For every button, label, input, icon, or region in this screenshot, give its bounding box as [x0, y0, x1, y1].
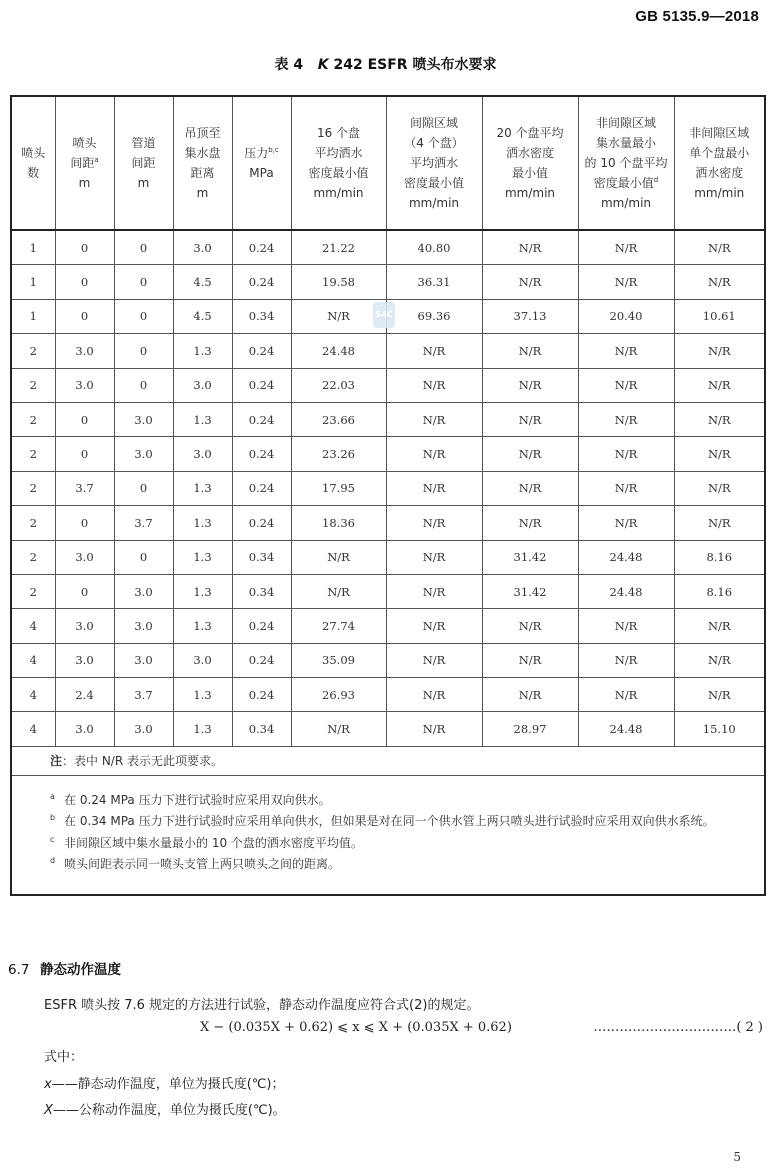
table-cell: 4	[11, 609, 55, 643]
table-cell: N/R	[578, 506, 674, 540]
column-header	[114, 96, 173, 230]
table-cell: N/R	[482, 437, 578, 471]
section-heading	[8, 958, 121, 978]
table-cell: 0.24	[232, 471, 291, 505]
table-cell: N/R	[482, 471, 578, 505]
column-header	[291, 96, 386, 230]
table-cell: 0.34	[232, 299, 291, 333]
footnote-text: 喷头间距表示同一喷头支管上两只喷头之间的距离。	[64, 857, 341, 872]
definition-X	[44, 1099, 286, 1118]
table-cell: 3.0	[114, 402, 173, 436]
table-cell: N/R	[578, 230, 674, 265]
column-header-line: 非间隙区域	[595, 116, 656, 130]
table-note	[11, 746, 765, 775]
table-cell: N/R	[578, 265, 674, 299]
table-row	[11, 678, 765, 712]
column-header-line: MPa	[249, 166, 274, 180]
column-header-line: 密度最小值	[403, 176, 464, 190]
footnote	[50, 811, 754, 833]
table-cell: 22.03	[291, 368, 386, 402]
table-cell: N/R	[674, 471, 765, 505]
table-cell: N/R	[578, 368, 674, 402]
table-cell: N/R	[386, 574, 482, 608]
formula-2: X − (0.035X + 0.62) ⩽ x ⩽ X + (0.035X + 0.62)	[200, 1020, 512, 1035]
table-cell: 2	[11, 540, 55, 574]
footnote-mark: d	[50, 856, 56, 866]
column-header	[578, 96, 674, 230]
column-header-line: m	[78, 176, 91, 190]
table-cell: N/R	[482, 643, 578, 677]
table-cell: N/R	[674, 506, 765, 540]
column-header-line: m	[196, 186, 209, 200]
column-header-line: 间距	[131, 156, 156, 170]
column-header-line: 密度最小值	[593, 176, 654, 190]
column-header-line: 喷头	[72, 136, 97, 150]
table-cell: N/R	[386, 402, 482, 436]
table-cell: 0.24	[232, 643, 291, 677]
table-note-row	[11, 746, 765, 775]
table-cell: N/R	[386, 712, 482, 746]
table-cell: N/R	[674, 643, 765, 677]
table-cell: 3.0	[173, 368, 232, 402]
footnote-text: 在 0.34 MPa 压力下进行试验时应采用单向供水，但如果是对在同一个供水管上两只喷头进行试验时应采用双向供水系统。	[64, 814, 715, 829]
table-cell: 0.24	[232, 230, 291, 265]
table-cell: 2	[11, 402, 55, 436]
definition-text: ——公称动作温度，单位为摄氏度(℃)。	[52, 1103, 286, 1118]
column-header-line: 距离	[190, 166, 215, 180]
table-cell: 1.3	[173, 471, 232, 505]
table-cell: N/R	[291, 712, 386, 746]
table-cell: 0.24	[232, 506, 291, 540]
table-cell: 0.24	[232, 609, 291, 643]
table-cell: 0.34	[232, 712, 291, 746]
standard-code: GB 5135.9—2018	[635, 8, 759, 25]
table-cell: 0	[114, 368, 173, 402]
column-header-line: 单个盘最小	[689, 146, 750, 160]
footnote-ref: a	[94, 156, 99, 164]
table-cell: 0.34	[232, 574, 291, 608]
table-cell: 8.16	[674, 574, 765, 608]
column-header-line: 洒水密度	[695, 166, 744, 180]
column-header-line: 间隙区域	[409, 116, 458, 130]
table-cell: 19.58	[291, 265, 386, 299]
section-paragraph: ESFR 喷头按 7.6 规定的方法进行试验，静态动作温度应符合式(2)的规定。	[44, 998, 480, 1013]
table-cell: 0	[55, 574, 114, 608]
table-cell: 1.3	[173, 574, 232, 608]
table-cell: 4.5	[173, 299, 232, 333]
table-cell: 2	[11, 368, 55, 402]
column-header-line: 吊顶至	[184, 126, 221, 140]
column-header	[674, 96, 765, 230]
formula-number: ……………………………( 2 )	[593, 1020, 763, 1035]
sac-watermark-icon: SAC	[373, 302, 395, 328]
footnote-mark: b	[50, 813, 56, 823]
table-cell: 0.24	[232, 402, 291, 436]
column-header-line: 平均洒水	[314, 146, 363, 160]
table-cell: 3.0	[173, 230, 232, 265]
table-cell: 23.66	[291, 402, 386, 436]
table-cell: N/R	[386, 678, 482, 712]
table-cell: 0	[55, 437, 114, 471]
column-header	[173, 96, 232, 230]
table-title	[0, 54, 771, 74]
column-header	[232, 96, 291, 230]
table-cell: 0.24	[232, 368, 291, 402]
table-cell: N/R	[482, 334, 578, 368]
column-header-line: mm/min	[408, 196, 460, 210]
table-title-prefix: 表 4	[274, 57, 304, 73]
table-cell: 1	[11, 299, 55, 333]
table-cell: 1.3	[173, 334, 232, 368]
column-header	[386, 96, 482, 230]
column-header-line: 喷头	[21, 146, 46, 160]
table-cell: 10.61	[674, 299, 765, 333]
table-cell: N/R	[482, 678, 578, 712]
note-text: ：表中 N/R 表示无此项要求。	[62, 754, 224, 769]
table-cell: N/R	[291, 540, 386, 574]
footnote	[50, 854, 754, 876]
table-cell: 1.3	[173, 609, 232, 643]
table-cell: N/R	[482, 609, 578, 643]
table-row	[11, 712, 765, 746]
table-cell: 0.24	[232, 265, 291, 299]
table-row	[11, 609, 765, 643]
table-cell: 0	[114, 334, 173, 368]
definition-x	[44, 1073, 284, 1092]
column-header-line: 压力	[244, 146, 269, 160]
table-cell: 3.7	[114, 506, 173, 540]
column-header-line: （4 个盘）	[404, 136, 464, 150]
column-header	[55, 96, 114, 230]
table-title-k: K	[317, 57, 329, 73]
column-header-line: 密度最小值	[308, 166, 369, 180]
table-cell: 24.48	[578, 574, 674, 608]
table-cell: 3.0	[55, 540, 114, 574]
column-header-line: mm/min	[313, 186, 364, 200]
column-header-line: 集水量最小	[595, 136, 656, 150]
table-cell: 2	[11, 506, 55, 540]
table-cell: N/R	[386, 334, 482, 368]
table-cell: 3.7	[114, 678, 173, 712]
table-row	[11, 402, 765, 436]
table-row	[11, 471, 765, 505]
table-cell: 27.74	[291, 609, 386, 643]
table-row	[11, 334, 765, 368]
where-label: 式中：	[44, 1050, 84, 1065]
table-cell: N/R	[578, 471, 674, 505]
definition-text: ——静态动作温度，单位为摄氏度(℃)；	[51, 1077, 285, 1092]
table-cell: N/R	[291, 299, 386, 333]
table-cell: 36.31	[386, 265, 482, 299]
column-header-line: 非间隙区域	[689, 126, 750, 140]
table-row	[11, 574, 765, 608]
column-header	[482, 96, 578, 230]
table-row	[11, 265, 765, 299]
column-header-line: mm/min	[504, 186, 556, 200]
table-cell: N/R	[578, 678, 674, 712]
table-cell: 1.3	[173, 402, 232, 436]
section-number: 6.7	[8, 962, 30, 978]
table-cell: 3.0	[114, 609, 173, 643]
table-row	[11, 368, 765, 402]
table-cell: 0.24	[232, 437, 291, 471]
section-title: 静态动作温度	[40, 962, 121, 978]
table-cell: 3.0	[55, 712, 114, 746]
column-header-line: 洒水密度	[505, 146, 554, 160]
table-cell: N/R	[482, 265, 578, 299]
footnote	[50, 790, 754, 812]
table-cell: 1.3	[173, 678, 232, 712]
table-cell: 31.42	[482, 574, 578, 608]
table-cell: 4	[11, 643, 55, 677]
table-title-rest: 242 ESFR 喷头布水要求	[328, 57, 497, 73]
table-cell: 3.0	[55, 334, 114, 368]
footnote-ref: d	[653, 176, 659, 184]
table-cell: 1.3	[173, 540, 232, 574]
table-cell: 0.24	[232, 678, 291, 712]
table-cell: N/R	[386, 643, 482, 677]
table-cell: 0	[55, 402, 114, 436]
footnote-mark: a	[50, 791, 55, 801]
table-cell: 21.22	[291, 230, 386, 265]
table-cell: N/R	[674, 609, 765, 643]
table-footnotes	[11, 775, 765, 895]
table-cell: 20.40	[578, 299, 674, 333]
table-cell: 0.24	[232, 334, 291, 368]
table-row	[11, 437, 765, 471]
table-cell: N/R	[386, 609, 482, 643]
table-row	[11, 643, 765, 677]
table-cell: N/R	[386, 368, 482, 402]
table-cell: 31.42	[482, 540, 578, 574]
column-header-line: 数	[27, 166, 40, 180]
definition-symbol: X	[44, 1103, 53, 1118]
table-footnotes-row	[11, 775, 765, 895]
esfr-water-distribution-table	[10, 95, 766, 896]
note-label: 注	[50, 754, 63, 769]
table-cell: 3.0	[114, 643, 173, 677]
table-cell: 0.34	[232, 540, 291, 574]
table-cell: 3.0	[114, 712, 173, 746]
footnote-ref: b,c	[268, 146, 279, 154]
table-cell: N/R	[674, 402, 765, 436]
column-header-line: 间距	[70, 156, 95, 170]
table-cell: 3.7	[55, 471, 114, 505]
column-header-line: 的 10 个盘平均	[584, 156, 668, 170]
definition-symbol: x	[44, 1077, 52, 1092]
table-cell: N/R	[674, 230, 765, 265]
table-row	[11, 230, 765, 265]
table-cell: 69.36	[386, 299, 482, 333]
table-cell: 26.93	[291, 678, 386, 712]
table-cell: N/R	[578, 643, 674, 677]
table-cell: N/R	[291, 574, 386, 608]
table-cell: 24.48	[578, 540, 674, 574]
table-cell: 0	[114, 230, 173, 265]
table-cell: 24.48	[578, 712, 674, 746]
table-cell: 3.0	[114, 437, 173, 471]
table-cell: 3.0	[55, 368, 114, 402]
table-cell: 2	[11, 437, 55, 471]
page-number: 5	[733, 1150, 741, 1164]
table-cell: 2	[11, 574, 55, 608]
table-cell: N/R	[386, 437, 482, 471]
table-cell: 2	[11, 471, 55, 505]
table-cell: 0	[114, 299, 173, 333]
table-cell: N/R	[578, 437, 674, 471]
table-cell: N/R	[578, 402, 674, 436]
table-cell: N/R	[578, 334, 674, 368]
table-cell: 0	[55, 506, 114, 540]
footnote	[50, 833, 754, 855]
column-header-line: 管道	[131, 136, 156, 150]
table-cell: 3.0	[173, 437, 232, 471]
table-cell: 0	[114, 471, 173, 505]
table-cell: 3.0	[55, 643, 114, 677]
table-cell: 0	[55, 265, 114, 299]
column-header-line: 16 个盘	[316, 126, 361, 140]
table-cell: 1	[11, 230, 55, 265]
column-header-line: m	[137, 176, 150, 190]
table-cell: N/R	[674, 265, 765, 299]
table-header-row	[11, 96, 765, 230]
table-cell: 37.13	[482, 299, 578, 333]
table-cell: 0	[55, 230, 114, 265]
table-cell: N/R	[674, 678, 765, 712]
column-header-line: 最小值	[511, 166, 548, 180]
table-cell: N/R	[482, 506, 578, 540]
table-cell: 1.3	[173, 712, 232, 746]
table-cell: 4	[11, 712, 55, 746]
table-cell: N/R	[674, 437, 765, 471]
table-cell: N/R	[674, 334, 765, 368]
table-cell: N/R	[674, 368, 765, 402]
table-row	[11, 506, 765, 540]
table-cell: N/R	[482, 402, 578, 436]
table-cell: 4	[11, 678, 55, 712]
table-cell: 15.10	[674, 712, 765, 746]
table-cell: 3.0	[114, 574, 173, 608]
table-cell: 0	[114, 540, 173, 574]
table-cell: 3.0	[173, 643, 232, 677]
table-cell: 28.97	[482, 712, 578, 746]
table-cell: 17.95	[291, 471, 386, 505]
table-cell: N/R	[482, 230, 578, 265]
column-header-line: 集水盘	[184, 146, 221, 160]
table-cell: 4.5	[173, 265, 232, 299]
footnote-mark: c	[50, 834, 55, 844]
table-cell: 1.3	[173, 506, 232, 540]
column-header-line: mm/min	[694, 186, 745, 200]
table-cell: 24.48	[291, 334, 386, 368]
column-header-line: mm/min	[600, 196, 652, 210]
table-cell: N/R	[386, 540, 482, 574]
table-cell: 2	[11, 334, 55, 368]
table-cell: N/R	[386, 506, 482, 540]
table-cell: N/R	[482, 368, 578, 402]
table-cell: 1	[11, 265, 55, 299]
footnote-text: 非间隙区域中集水量最小的 10 个盘的洒水密度平均值。	[64, 835, 363, 850]
table-cell: 23.26	[291, 437, 386, 471]
table-cell: N/R	[578, 609, 674, 643]
table-cell: 2.4	[55, 678, 114, 712]
table-cell: 35.09	[291, 643, 386, 677]
table-row	[11, 540, 765, 574]
table-cell: 0	[55, 299, 114, 333]
table-cell: 0	[114, 265, 173, 299]
table-cell: N/R	[386, 471, 482, 505]
column-header-line: 20 个盘平均	[496, 126, 564, 140]
table-cell: 40.80	[386, 230, 482, 265]
footnote-text: 在 0.24 MPa 压力下进行试验时应采用双向供水。	[64, 792, 331, 807]
column-header	[11, 96, 55, 230]
table-cell: 3.0	[55, 609, 114, 643]
table-cell: 18.36	[291, 506, 386, 540]
table-cell: 8.16	[674, 540, 765, 574]
column-header-line: 平均洒水	[409, 156, 458, 170]
